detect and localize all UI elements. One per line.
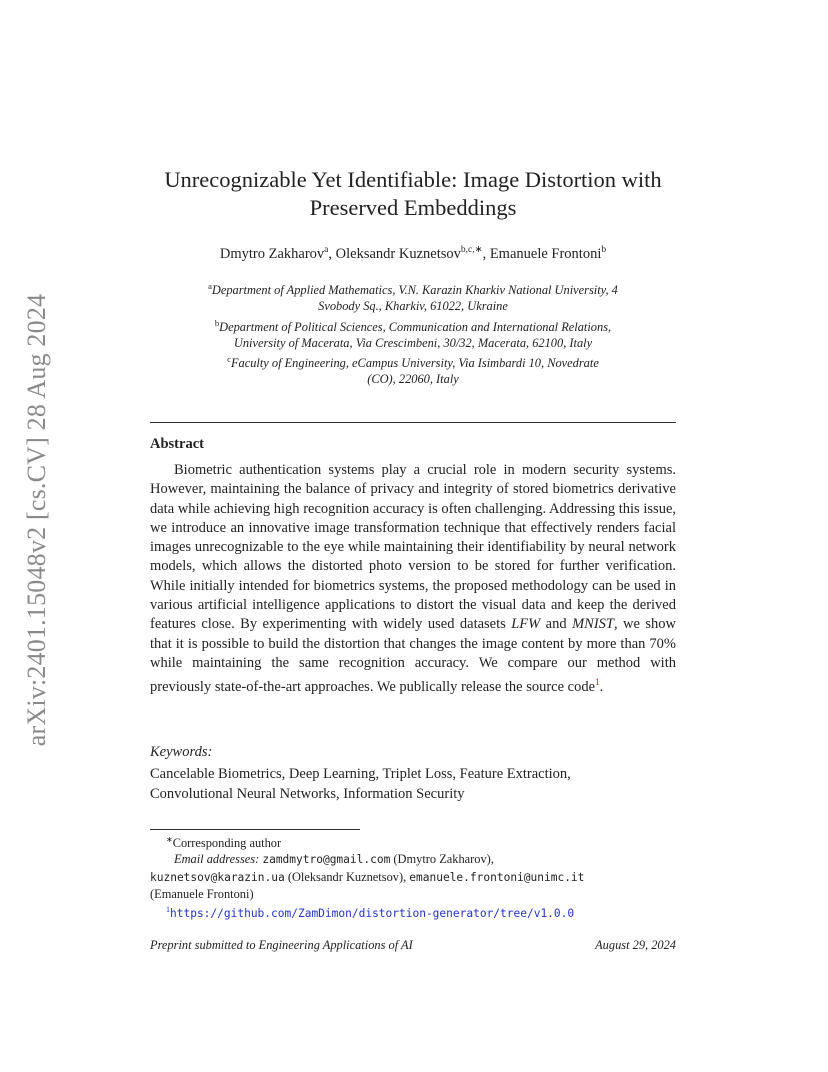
author-name: Dmytro Zakharov — [219, 245, 325, 262]
abstract-heading: Abstract — [150, 436, 204, 452]
corresponding-author-note — [150, 832, 676, 851]
email-label: Email addresses: — [174, 852, 260, 867]
abstract-part-2: , we show that it is possible to build the distortion that changes the image content by more than 70% while maintaining the same recognition accuracy. We compare our method with previously state-of-the-art approaches. We publically release the source code — [150, 616, 676, 696]
keywords-line-1: Cancelable Biometrics, Deep Learning, Triplet Loss, Feature Extraction, — [150, 766, 571, 782]
affiliation-mark: c — [227, 354, 231, 365]
affiliation-line: (CO), 22060, Italy — [367, 372, 459, 387]
author-separator: , — [482, 245, 490, 262]
abstract-text — [150, 461, 676, 697]
keywords-line-2: Convolutional Neural Networks, Information Security — [150, 786, 465, 802]
email-frontoni-name: (Emanuele Frontoni) — [150, 887, 254, 902]
email-zakharov[interactable]: zamdmytro@gmail.com — [262, 853, 391, 867]
source-code-note — [150, 902, 676, 922]
affiliations — [150, 278, 676, 388]
affiliation-mark: a — [208, 281, 212, 291]
author-list — [150, 244, 676, 263]
footnote-rule — [150, 829, 360, 830]
affiliation-line — [150, 351, 676, 371]
title-line-1: Unrecognizable Yet Identifiable: Image Distortion with — [164, 167, 662, 192]
author-affil-mark: a — [324, 245, 329, 255]
email-kuznetsov[interactable]: kuznetsov@karazin.ua — [150, 870, 285, 884]
affiliation-text: Faculty of Engineering, eCampus University, Via Isimbardi 10, Novedrate — [230, 356, 599, 371]
affiliation-text: Department of Political Sciences, Communication and International Relations, — [219, 319, 612, 334]
email-kuznetsov-name: (Oleksandr Kuznetsov), — [284, 869, 410, 884]
arxiv-identifier: arXiv:2401.15048v2 [cs.CV] 28 Aug 2024 — [22, 293, 51, 747]
corresponding-mark: ∗ — [166, 835, 173, 844]
abstract-and: and — [540, 616, 573, 633]
keywords-list — [150, 764, 676, 804]
preprint-note: Preprint submitted to Engineering Applications of AI — [150, 938, 413, 952]
dataset-lfw: LFW — [511, 616, 541, 633]
email-line — [150, 851, 676, 868]
affiliation-line: Svobody Sq., Kharkiv, 61022, Ukraine — [318, 299, 508, 314]
arxiv-side-stamp — [22, 280, 52, 760]
affiliation-line — [150, 278, 676, 298]
affiliation-line — [150, 315, 676, 335]
author-affil-mark: b — [601, 245, 607, 255]
corresponding-text: Corresponding author — [172, 836, 282, 851]
footnote-link-1[interactable]: 1 — [595, 677, 600, 688]
abstract-end: . — [599, 679, 604, 696]
abstract-part-1: Biometric authentication systems play a crucial role in modern security systems. However, maintaining the balance of privacy and integrity of stored biometrics derivative data while achieving high recognition accuracy is often challenging. Addressing this issue, we introduce an innovative image transformation technique that effectively renders facial images unrecognizable to the eye while maintaining their identifiability by neural network models, which allows the distorted photo version to be stored for further verification. While initially intended for biometrics systems, the proposed methodology can be used in various artificial intelligence applications to distort the visual data and keep the derived features close. By experimenting with widely used datasets — [150, 462, 676, 633]
preprint-date: August 29, 2024 — [595, 938, 676, 952]
url-footnote-mark: 1 — [166, 905, 170, 915]
author-separator: , — [328, 245, 336, 262]
title-line-2: Preserved Embeddings — [309, 195, 517, 220]
source-code-link[interactable]: https://github.com/ZamDimon/distortion-generator/tree/v1.0.0 — [170, 907, 575, 921]
paper-title — [150, 166, 676, 222]
footnotes — [150, 832, 676, 923]
author-affil-mark: b,c,∗ — [460, 245, 483, 255]
email-line — [150, 869, 676, 886]
affiliation-text: Department of Applied Mathematics, V.N. Karazin Kharkiv National University, 4 — [211, 283, 618, 298]
keywords-heading: Keywords: — [150, 744, 213, 760]
affiliation-line: University of Macerata, Via Crescimbeni, 30/32, Macerata, 62100, Italy — [233, 335, 593, 350]
email-frontoni[interactable]: emanuele.frontoni@unimc.it — [409, 870, 585, 884]
email-zakharov-name: (Dmytro Zakharov), — [390, 852, 494, 867]
affiliation-mark: b — [214, 317, 220, 328]
abstract-top-rule — [150, 422, 676, 423]
author-name: Oleksandr Kuznetsov — [335, 245, 461, 262]
author-name: Emanuele Frontoni — [489, 245, 602, 262]
dataset-mnist: MNIST — [572, 616, 614, 633]
